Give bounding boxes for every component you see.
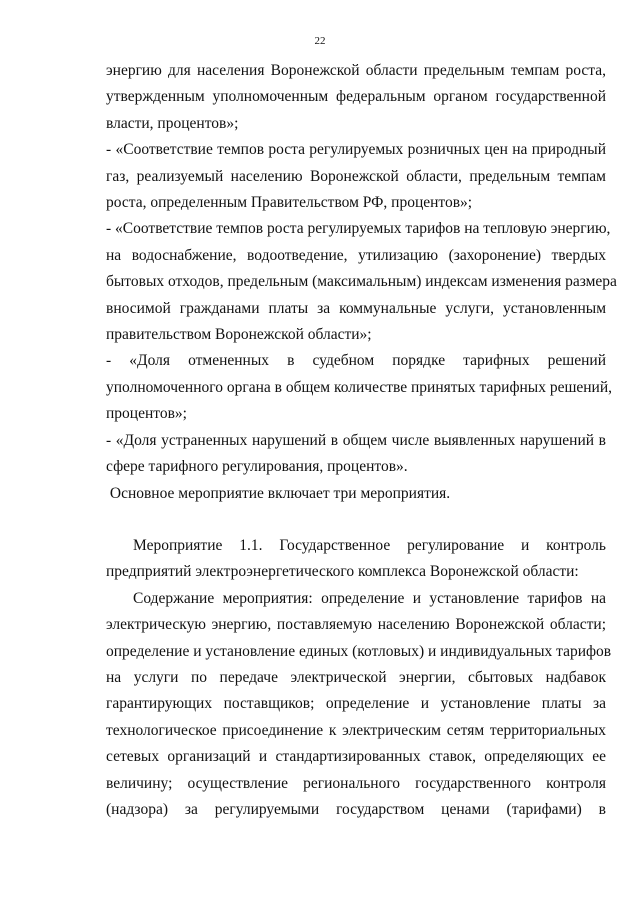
text-line: - «Соответствие темпов роста регулируемых розничных цен на природный: [106, 141, 606, 159]
text-line: процентов»;: [106, 405, 187, 423]
text-line: гарантирующих поставщиков; определение и установление платы за: [106, 695, 606, 713]
text-line: (надзора) за регулируемыми государством ценами (тарифами) в: [106, 800, 606, 818]
main-activity-summary: [106, 481, 606, 507]
document-body: [106, 58, 617, 823]
text-line: Основное мероприятие включает три мероприятия.: [106, 484, 451, 502]
text-line: электрическую энергию, поставляемую населению Воронежской области;: [106, 616, 606, 634]
indicator-cancelled-decisions: [106, 348, 613, 427]
paragraph-gap: [106, 507, 606, 533]
text-line: правительством Воронежской области»;: [106, 326, 372, 344]
text-line: величину; осуществление регионального государственного контроля: [106, 774, 606, 792]
text-line: сетевых организаций и стандартизированных ставок, определяющих ее: [106, 748, 606, 766]
text-line: технологическое присоединение к электрическим сетям территориальных: [106, 721, 606, 739]
activity-1-1-content: [106, 586, 612, 824]
text-line: утвержденным уполномоченным федеральным органом государственной: [106, 88, 606, 106]
indicator-utility-tariffs: [106, 216, 617, 348]
text-line: определение и установление единых (котловых) и индивидуальных тарифов: [106, 642, 612, 660]
page-number: 22: [314, 35, 326, 47]
text-line: предприятий электроэнергетического комплекса Воронежской области:: [106, 563, 579, 581]
text-line: - «Соответствие темпов роста регулируемых тарифов на тепловую энергию,: [106, 220, 611, 238]
text-line: роста, определенным Правительством РФ, процентов»;: [106, 194, 473, 212]
text-line: - «Доля отмененных в судебном порядке тарифных решений: [106, 352, 606, 370]
text-line: бытовых отходов, предельным (максимальным) индексам изменения размера: [106, 273, 617, 291]
text-line: сфере тарифного регулирования, процентов».: [106, 458, 408, 476]
text-line: - «Доля устраненных нарушений в общем числе выявленных нарушений в: [106, 431, 606, 449]
text-line: вносимой гражданами платы за коммунальные услуги, установленным: [106, 299, 606, 317]
text-line: власти, процентов»;: [106, 114, 239, 132]
text-line: на водоснабжение, водоотведение, утилизацию (захоронение) твердых: [106, 246, 606, 264]
activity-1-1-heading: [106, 533, 606, 586]
text-line: на услуги по передаче электрической энергии, сбытовых надбавок: [106, 668, 606, 686]
indicator-gas-prices: [106, 137, 606, 216]
text-line: Мероприятие 1.1. Государственное регулирование и контроль: [133, 536, 606, 554]
text-line: энергию для населения Воронежской области предельным темпам роста,: [106, 62, 606, 79]
text-line: уполномоченного органа в общем количестве принятых тарифных решений,: [106, 378, 613, 396]
indicator-eliminated-violations: [106, 428, 606, 481]
paragraph-continuation: [106, 58, 606, 137]
text-line: газ, реализуемый населению Воронежской области, предельным темпам: [106, 167, 606, 185]
text-line: Содержание мероприятия: определение и установление тарифов на: [133, 589, 606, 607]
